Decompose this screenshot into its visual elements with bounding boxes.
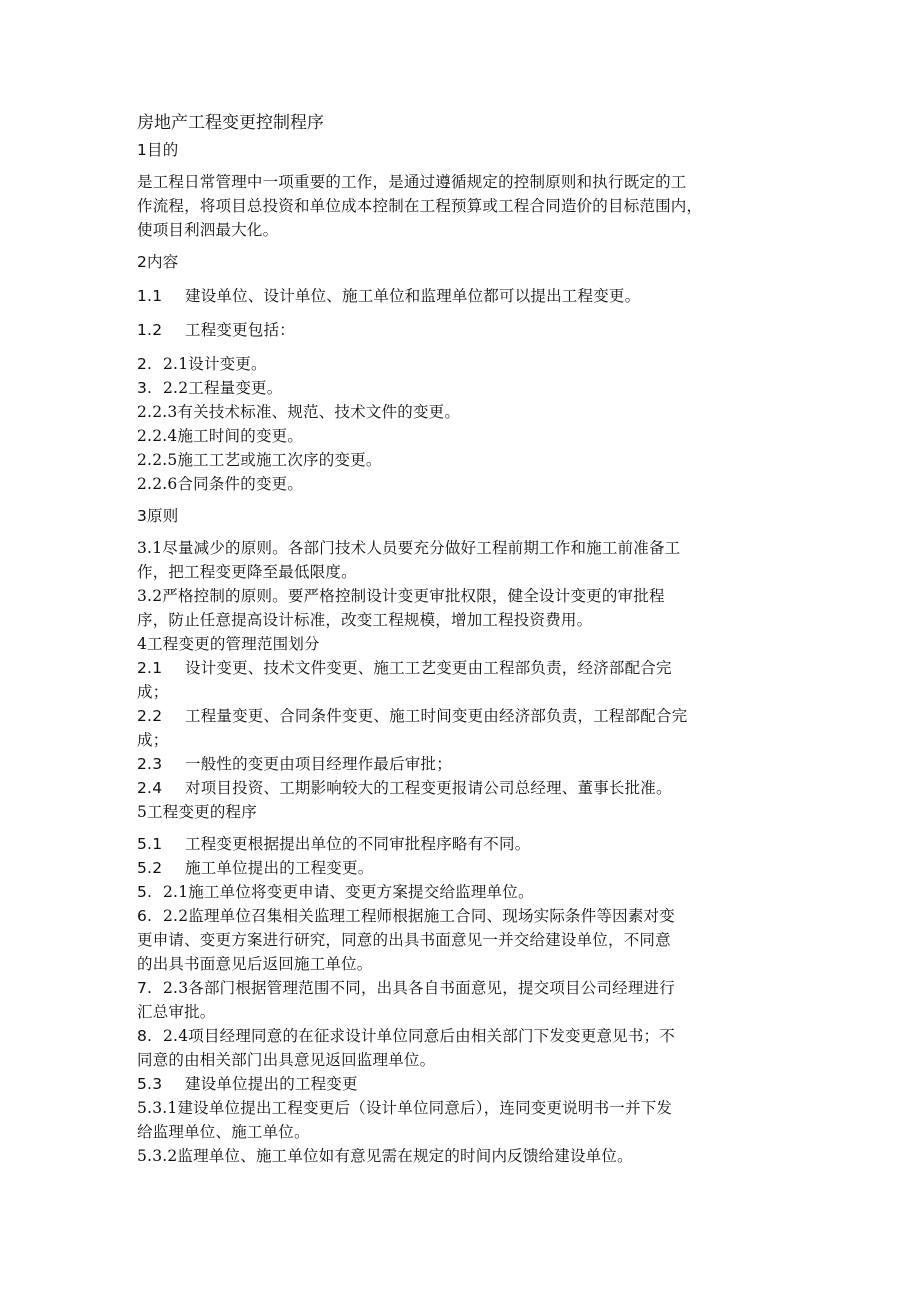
numbered-item [137, 976, 787, 1000]
numbered-item [137, 752, 787, 776]
item-text: 2.1施工单位将变更申请、变更方案提交给监理单位。 [163, 883, 534, 901]
item-text: 工程变更包括： [185, 321, 295, 339]
item-number: 5. [137, 883, 153, 901]
numbered-item [137, 904, 787, 928]
paragraph-line: 作流程，将项目总投资和单位成本控制在工程预算或工程合同造价的目标范围内， [137, 197, 703, 215]
numbered-item [137, 1024, 787, 1048]
list-line: 2.2.6合同条件的变更。 [137, 475, 304, 493]
item-text: 对项目投资、工期影响较大的工程变更报请公司总经理、董事长批准。 [185, 779, 672, 797]
paragraph-line: 序，防止任意提高设计标准，改变工程规模，增加工程投资费用。 [137, 611, 593, 629]
numbered-item [137, 856, 787, 880]
paragraph-line: 3.2严格控制的原则。要严格控制设计变更审批权限，健全设计变更的审批程 [137, 587, 665, 605]
item-text: 2.2工程量变更。 [163, 379, 283, 397]
list-line: 2.2.4施工时间的变更。 [137, 427, 304, 445]
item-number: 8. [137, 1027, 153, 1045]
item-number: 7. [137, 979, 153, 997]
section-heading-purpose: 1目的 [137, 141, 179, 159]
section-heading-content: 2内容 [137, 253, 179, 271]
item-number: 5.1 [137, 835, 163, 853]
section-heading-procedure: 5工程变更的程序 [137, 803, 257, 821]
list-line: 2.2.5施工工艺或施工次序的变更。 [137, 451, 382, 469]
item-number: 1.1 [137, 287, 163, 305]
item-text: 2.3各部门根据管理范围不同，出具各自书面意见，提交项目公司经理进行 [163, 979, 675, 997]
numbered-item [137, 776, 787, 800]
document-title: 房地产工程变更控制程序 [137, 113, 324, 133]
section-heading-principles: 3原则 [137, 507, 179, 525]
paragraph-line: 5.3.1建设单位提出工程变更后（设计单位同意后），连同变更说明书一并下发 [137, 1099, 673, 1117]
item-number: 2.3 [137, 755, 163, 773]
paragraph-line: 成； [137, 683, 169, 701]
item-number: 2.1 [137, 659, 163, 677]
paragraph-line: 作，把工程变更降至最低限度。 [137, 563, 357, 581]
item-number: 2.2 [137, 707, 163, 725]
paragraph-line: 成； [137, 731, 169, 749]
paragraph-line: 更申请、变更方案进行研究，同意的出具书面意见一并交给建设单位，不同意 [137, 931, 671, 949]
paragraph-line: 同意的由相关部门出具意见返回监理单位。 [137, 1051, 436, 1069]
numbered-item [137, 376, 787, 400]
paragraph-line: 3.1尽量减少的原则。各部门技术人员要充分做好工程前期工作和施工前准备工 [137, 539, 681, 557]
item-text: 2.1设计变更。 [163, 355, 267, 373]
paragraph-line: 5.3.2监理单位、施工单位如有意见需在规定的时间内反馈给建设单位。 [137, 1147, 633, 1165]
item-text: 建设单位、设计单位、施工单位和监理单位都可以提出工程变更。 [185, 287, 641, 305]
document-page [137, 110, 787, 1168]
section-heading-scope: 4工程变更的管理范围划分 [137, 635, 320, 653]
item-number: 3. [137, 379, 153, 397]
list-line: 2.2.3有关技术标准、规范、技术文件的变更。 [137, 403, 461, 421]
item-number: 5.2 [137, 859, 163, 877]
numbered-item [137, 284, 787, 308]
item-text: 设计变更、技术文件变更、施工工艺变更由工程部负责，经济部配合完 [185, 659, 672, 677]
item-text: 一般性的变更由项目经理作最后审批； [185, 755, 452, 773]
numbered-item [137, 656, 787, 680]
paragraph-line: 是工程日常管理中一项重要的工作，是通过遵循规定的控制原则和执行既定的工 [137, 173, 687, 191]
item-number: 1.2 [137, 321, 163, 339]
item-text: 2.2监理单位召集相关监理工程师根据施工合同、现场实际条件等因素对变 [163, 907, 675, 925]
item-number: 2. [137, 355, 153, 373]
item-number: 2.4 [137, 779, 163, 797]
item-text: 工程量变更、合同条件变更、施工时间变更由经济部负责，工程部配合完 [185, 707, 688, 725]
paragraph-line: 汇总审批。 [137, 1003, 216, 1021]
item-text: 工程变更根据提出单位的不同审批程序略有不同。 [185, 835, 531, 853]
item-text: 建设单位提出的工程变更 [185, 1075, 358, 1093]
item-number: 5.3 [137, 1075, 163, 1093]
item-text: 2.4项目经理同意的在征求设计单位同意后由相关部门下发变更意见书；不 [163, 1027, 675, 1045]
item-text: 施工单位提出的工程变更。 [185, 859, 374, 877]
item-number: 6. [137, 907, 153, 925]
paragraph-line: 的出具书面意见后返回施工单位。 [137, 955, 373, 973]
paragraph-line: 使项目利泗最大化。 [137, 221, 279, 239]
numbered-item [137, 832, 787, 856]
numbered-item [137, 1072, 787, 1096]
numbered-item [137, 880, 787, 904]
numbered-item [137, 318, 787, 342]
numbered-item [137, 352, 787, 376]
paragraph-line: 给监理单位、施工单位。 [137, 1123, 310, 1141]
numbered-item [137, 704, 787, 728]
